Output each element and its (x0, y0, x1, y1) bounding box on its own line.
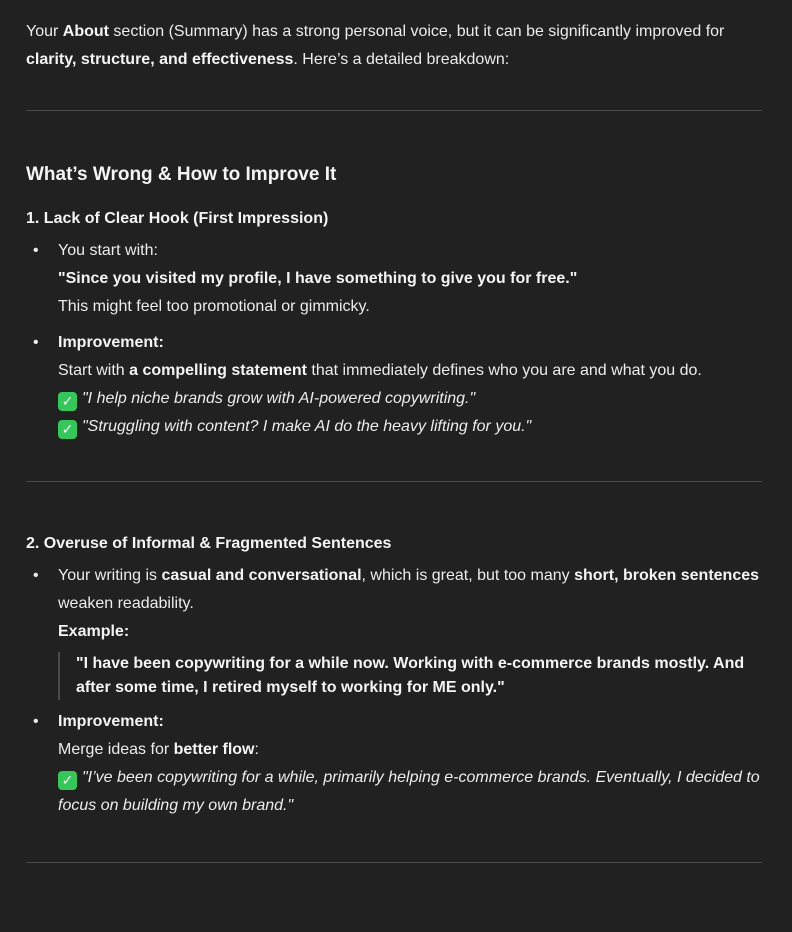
improvement-label (58, 329, 762, 357)
bullet-text (58, 357, 762, 385)
intro-paragraph (26, 18, 762, 74)
section2-title: 2. Overuse of Informal & Fragmented Sentences (26, 535, 392, 552)
bullet-text (58, 562, 762, 618)
divider (26, 481, 762, 482)
label-bold: Improvement: (58, 334, 164, 351)
quote-bold: "I have been copywriting for a while now. Working with e-commerce brands mostly. And after some time, I retired myself to working for ME only." (76, 655, 745, 696)
white-check-mark-icon: ✓ (58, 420, 77, 439)
improvement-label (58, 708, 762, 736)
example-italic: "I help niche brands grow with AI-powered copywriting." (82, 390, 476, 407)
example-label (58, 618, 762, 646)
text-bold: casual and conversational (161, 567, 362, 584)
bullet-quote (58, 265, 762, 293)
label-bold: Improvement: (58, 713, 164, 730)
check-line (58, 385, 762, 413)
check-line (58, 413, 762, 441)
label-bold: Example: (58, 623, 130, 640)
intro-text: Your (26, 23, 63, 40)
text-bold: a compelling statement (129, 362, 307, 379)
bullet-text (58, 736, 762, 764)
intro-bold-clarity: clarity, structure, and effectiveness (26, 51, 294, 68)
bullet-text: • You start with: (58, 242, 158, 259)
text-span: Merge ideas for (58, 741, 174, 758)
section1-title: 1. Lack of Clear Hook (First Impression) (26, 210, 329, 227)
divider (26, 110, 762, 111)
text-span: Your writing is (58, 567, 162, 584)
intro-text: section (Summary) has a strong personal voice, but it can be significantly improved for (108, 23, 725, 40)
list-item (26, 562, 762, 700)
list-item (26, 237, 762, 321)
quote-bold: "Since you visited my profile, I have something to give you for free." (58, 270, 578, 287)
list-item (26, 708, 762, 820)
white-check-mark-icon: ✓ (58, 771, 77, 790)
example-italic: "I’ve been copywriting for a while, primarily helping e-commerce brands. Eventually, I decided to focus on building my own brand." (58, 769, 760, 814)
list-item (26, 329, 762, 441)
example-italic: "Struggling with content? I make AI do the heavy lifting for you." (82, 418, 532, 435)
intro-bold-about: About (62, 23, 109, 40)
text-bold: better flow (173, 741, 255, 758)
text-span: , which is great, but too many (361, 567, 575, 584)
section2-list (26, 562, 762, 820)
divider (26, 862, 762, 863)
text-bold: short, broken sentences (574, 567, 760, 584)
text-span: weaken readability. (58, 595, 194, 612)
text-span: : (254, 741, 259, 758)
text-span: that immediately defines who you are and what you do. (306, 362, 702, 379)
intro-text: . Here’s a detailed breakdown: (293, 51, 510, 68)
check-line (58, 764, 762, 820)
example-quote (58, 652, 762, 700)
section1-list (26, 237, 762, 441)
white-check-mark-icon: ✓ (58, 392, 77, 411)
text-span: Start with (58, 362, 130, 379)
section-heading: What’s Wrong & How to Improve It (26, 164, 337, 185)
bullet-text: This might feel too promotional or gimmicky. (58, 298, 370, 315)
